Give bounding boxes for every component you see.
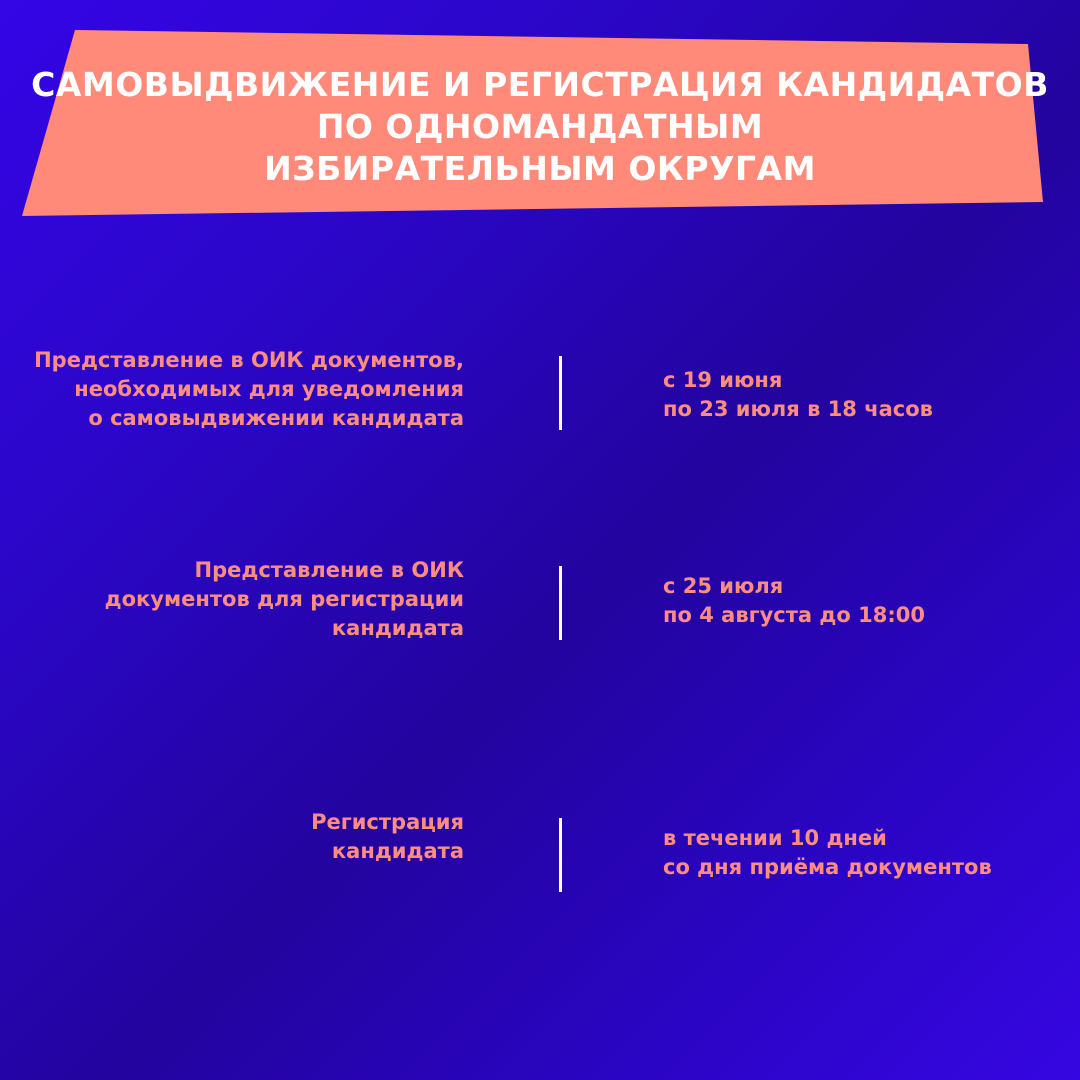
row-2-description-line: документов для регистрации	[104, 587, 464, 611]
row-3-date-line: со дня приёма документов	[663, 855, 992, 879]
row-1-divider	[559, 356, 562, 430]
title-line-2: ПО ОДНОМАНДАТНЫМ	[316, 107, 764, 146]
row-1-description-line: необходимых для уведомления	[74, 377, 464, 401]
row-3-date-line: в течении 10 дней	[663, 826, 887, 850]
row-2-description-line: кандидата	[331, 616, 464, 640]
title-line-3: ИЗБИРАТЕЛЬНЫМ ОКРУГАМ	[264, 149, 816, 188]
row-3-description-line: Регистрация	[311, 810, 464, 834]
row-2-date-line: с 25 июля	[663, 574, 784, 598]
row-2-date-line: по 4 августа до 18:00	[663, 603, 925, 627]
row-2-description-line: Представление в ОИК	[194, 558, 464, 582]
row-1-date-line: с 19 июня	[663, 368, 783, 392]
row-3-description	[14, 808, 464, 866]
row-2-date	[663, 572, 1063, 630]
row-1-description-line: Представление в ОИК документов,	[34, 348, 464, 372]
title-line-1: САМОВЫДВИЖЕНИЕ И РЕГИСТРАЦИЯ КАНДИДАТОВ	[31, 65, 1049, 104]
row-2-divider	[559, 566, 562, 640]
row-3-description-line: кандидата	[331, 839, 464, 863]
row-1-date	[663, 366, 1063, 424]
row-1-date-line: по 23 июля в 18 часов	[663, 397, 933, 421]
page-title	[0, 64, 1080, 190]
row-1-description-line: о самовыдвижении кандидата	[88, 406, 464, 430]
row-2-description	[14, 556, 464, 643]
title-banner	[0, 0, 1080, 230]
row-3-divider	[559, 818, 562, 892]
row-3-date	[663, 824, 1063, 882]
row-1-description	[14, 346, 464, 433]
